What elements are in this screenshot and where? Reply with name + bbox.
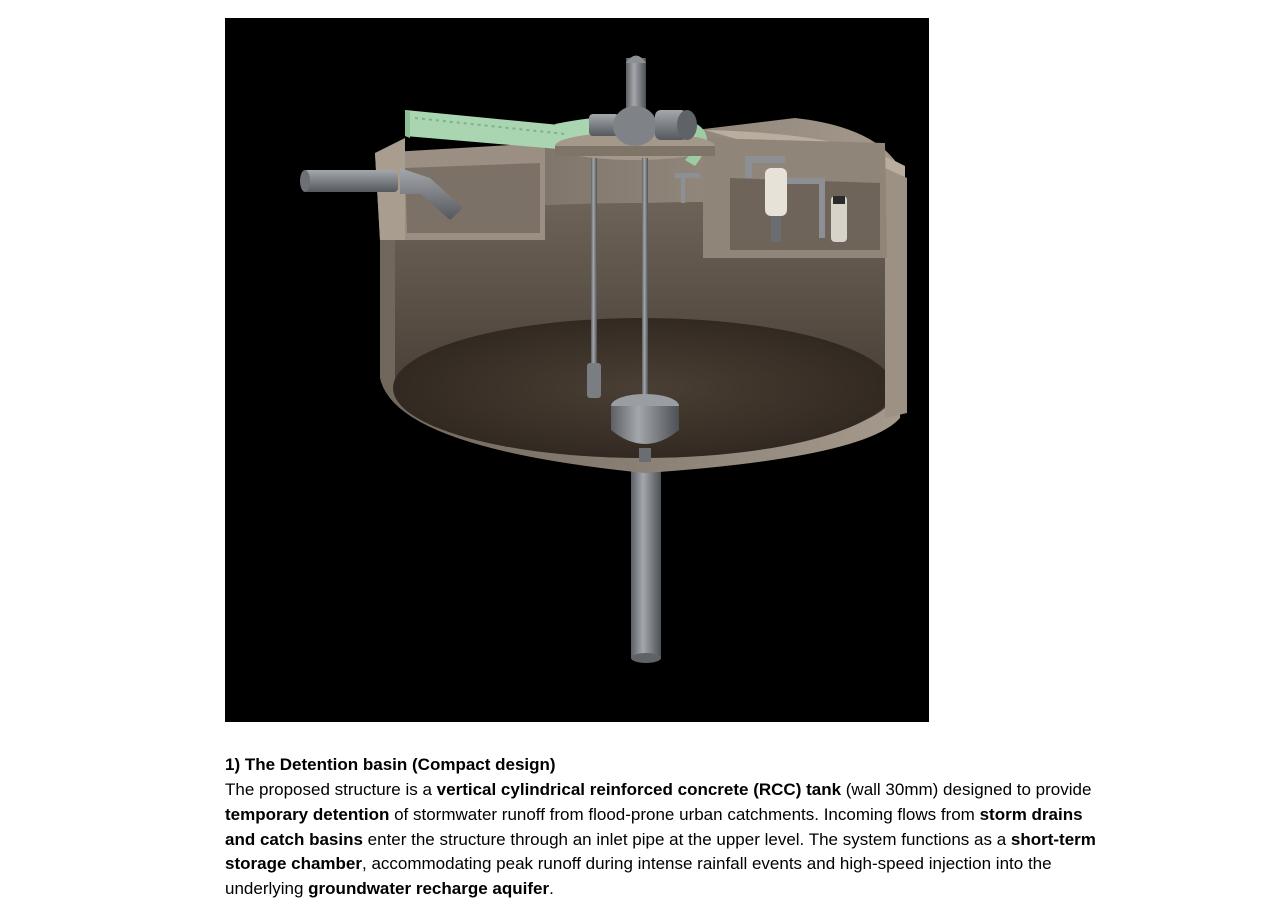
paragraph-run: of stormwater runoff from flood-prone urban catchments. Incoming flows from xyxy=(389,804,980,824)
section-heading: 1) The Detention basin (Compact design) xyxy=(225,755,556,774)
outlet-pipe xyxy=(631,458,661,663)
paragraph-bold-run: groundwater recharge aquifer xyxy=(308,879,550,899)
paragraph-run: . xyxy=(549,879,554,899)
pump-assembly xyxy=(589,56,697,147)
paragraph-bold-run: storm drains and catch basins xyxy=(225,804,1083,849)
paragraph-run: The proposed structure is a xyxy=(225,780,437,799)
detention-basin-illustration xyxy=(225,18,929,722)
paragraph-run: , accommodating peak runoff during intense rainfall events and high-speed injection into the underlying xyxy=(225,854,1052,899)
detention-basin-figure xyxy=(225,18,929,722)
section-paragraph xyxy=(225,778,1115,902)
paragraph-run: enter the structure through an inlet pipe at the upper level. The system functions as a xyxy=(362,829,1011,849)
paragraph-run: (wall 30mm) designed to provide xyxy=(841,780,1092,799)
control-chamber xyxy=(703,138,887,258)
paragraph-bold-run: vertical cylindrical reinforced concrete (RCC) tank xyxy=(436,780,842,799)
paragraph-bold-run: short-term storage chamber xyxy=(225,829,1096,874)
paragraph-bold-run: temporary detention xyxy=(225,804,390,824)
